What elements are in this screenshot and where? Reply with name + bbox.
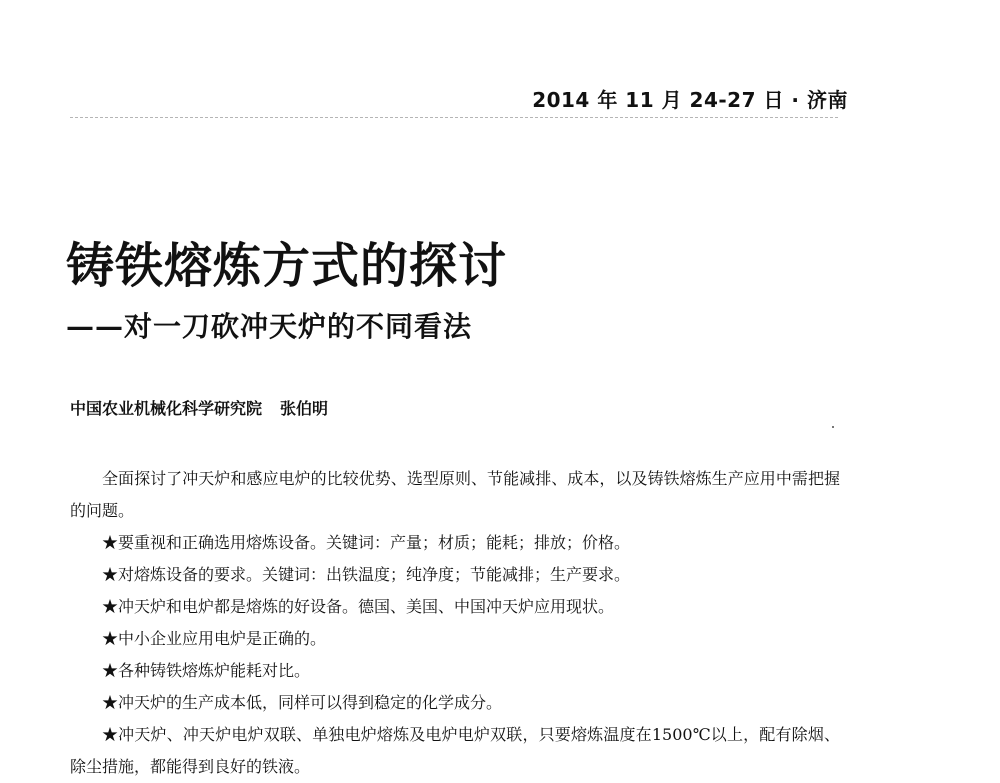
header-rule: [70, 117, 838, 118]
abstract-point: ★各种铸铁熔炼炉能耗对比。: [102, 661, 311, 680]
author-affiliation: 中国农业机械化科学研究院: [70, 399, 263, 418]
article-title: 铸铁熔炼方式的探讨: [66, 238, 508, 294]
article-subtitle: ——对一刀砍冲天炉的不同看法: [66, 310, 473, 343]
abstract-point: ★中小企业应用电炉是正确的。: [102, 629, 327, 648]
scan-speck: [832, 426, 834, 428]
abstract-point: ★冲天炉、冲天炉电炉双联、单独电炉熔炼及电炉电炉双联，只要熔炼温度在1500℃以上，配有除烟、除尘措施，都能得到良好的铁液。: [70, 725, 840, 776]
abstract-point: ★对熔炼设备的要求。关键词：出铁温度；纯净度；节能减排；生产要求。: [102, 565, 631, 584]
abstract-intro: 全面探讨了冲天炉和感应电炉的比较优势、选型原则、节能减排、成本，以及铸铁熔炼生产应用中需把握的问题。: [70, 469, 840, 520]
abstract: [70, 463, 840, 783]
abstract-point: ★要重视和正确选用熔炼设备。关键词：产量；材质；能耗；排放；价格。: [102, 533, 631, 552]
abstract-point: ★冲天炉和电炉都是熔炼的好设备。德国、美国、中国冲天炉应用现状。: [102, 597, 615, 616]
conference-date-location: 2014 年 11 月 24-27 日 · 济南: [532, 88, 848, 112]
abstract-point: ★冲天炉的生产成本低，同样可以得到稳定的化学成分。: [102, 693, 503, 712]
author-name: 张伯明: [280, 399, 329, 418]
author-line: [70, 396, 328, 419]
